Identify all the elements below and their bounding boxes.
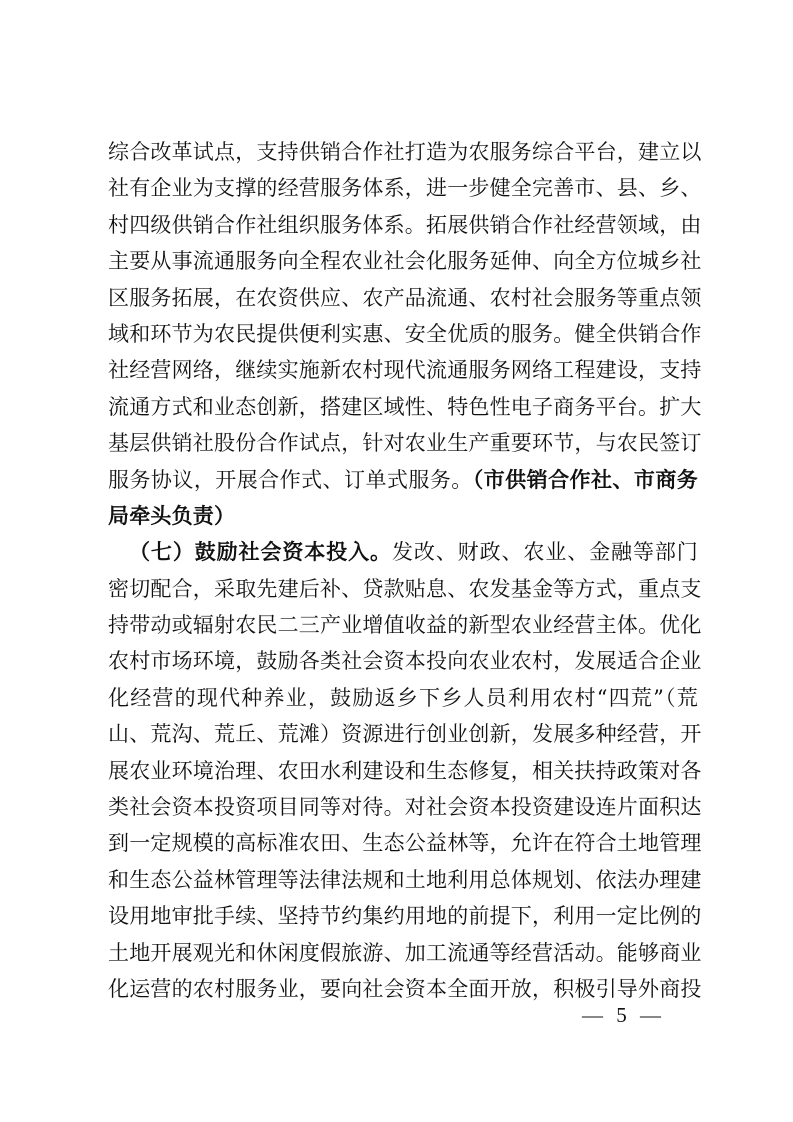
text-line: 类社会资本投资项目同等对待。对社会资本投资建设连片面积达 [108,795,702,820]
text-line: 土地开展观光和休闲度假旅游、加工流通等经营活动。能够商业 [108,940,702,965]
text-line: 区服务拓展，在农资供应、农产品流通、农村社会服务等重点领 [108,285,702,310]
text-line [108,462,698,498]
text-line: 密切配合，采取先建后补、贷款贴息、农发基金等方式，重点支 [108,576,702,601]
text-line: 持带动或辐射农民二三产业增值收益的新型农业经营主体。优化 [108,613,702,638]
text-line: 山、荒沟、荒丘、荒滩）资源进行创业创新，发展多种经营，开 [108,722,702,747]
text-line: 化运营的农村服务业，要向社会资本全面开放，积极引导外商投 [108,976,702,1001]
text-line: 主要从事流通服务向全程农业社会化服务延伸、向全方位城乡社 [108,249,702,274]
body-text [108,134,702,1007]
responsible-unit: （市供销合作社、市商务 [472,466,699,492]
text-line: 农村市场环境，鼓励各类社会资本投向农业农村，发展适合企业 [108,649,702,674]
text-line: 和生态公益林管理等法律法规和土地利用总体规划、依法办理建 [108,867,702,892]
text-line: 化经营的现代种养业，鼓励返乡下乡人员利用农村“四荒”（荒 [108,685,698,710]
text-line: 展农业环境治理、农田水利建设和生态修复，相关扶持政策对各 [108,758,702,783]
text-segment: 发改、财政、农业、金融等部门 [391,540,698,565]
text-segment: 服务协议，开展合作式、订单式服务。 [108,467,473,492]
text-line: 综合改革试点，支持供销合作社打造为农服务综合平台，建立以 [108,140,702,164]
text-line [108,534,698,570]
responsible-unit-end: 局牵头负责） [108,502,236,528]
text-line: 到一定规模的高标准农田、生态公益林等，允许在符合土地管理 [108,831,702,856]
text-line: 村四级供销合作社组织服务体系。拓展供销合作社经营领域，由 [108,212,702,237]
text-line: 社经营网络，继续实施新农村现代流通服务网络工程建设，支持 [108,358,702,383]
paragraph-supply-cooperative [108,134,702,534]
text-line: 基层供销社股份合作试点，针对农业生产重要环节，与农民签订 [108,431,702,456]
paragraph-social-capital [108,534,702,1007]
text-line: 社有企业为支撑的经营服务体系，进一步健全完善市、县、乡、 [108,176,702,201]
section-heading: （七）鼓励社会资本投入。 [129,539,392,565]
text-line: 流通方式和业态创新，搭建区域性、特色性电子商务平台。扩大 [108,394,702,419]
page-number: — 5 — [582,1003,665,1027]
text-line: 域和环节为农民提供便利实惠、安全优质的服务。健全供销合作 [108,321,702,346]
text-line: 设用地审批手续、坚持节约集约用地的前提下，利用一定比例的 [108,904,702,929]
